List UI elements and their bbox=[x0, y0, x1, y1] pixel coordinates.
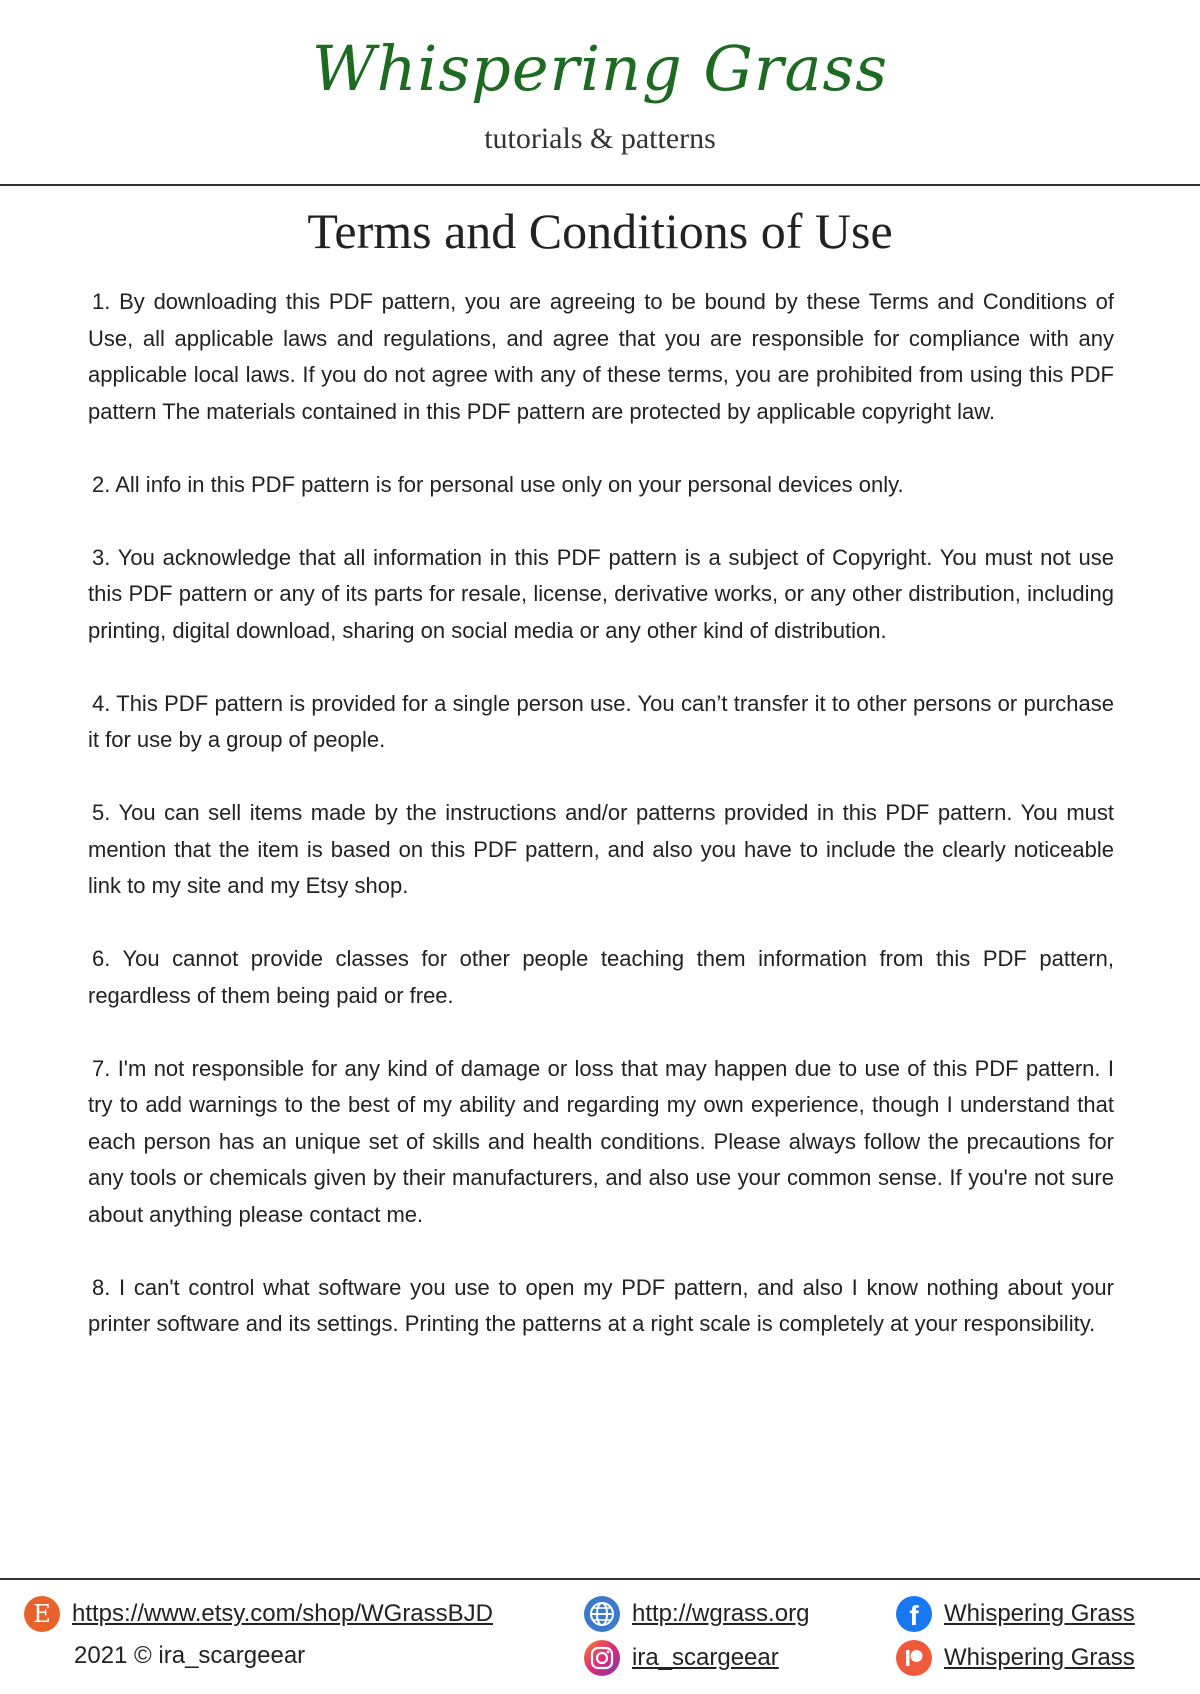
globe-icon-graphic bbox=[588, 1600, 616, 1628]
footer bbox=[0, 1580, 1200, 1694]
terms-list bbox=[88, 284, 1114, 1379]
copyright-text: 2021 © ira_scargeear bbox=[74, 1642, 306, 1669]
etsy-link[interactable]: https://www.etsy.com/shop/WGrassBJD bbox=[72, 1600, 493, 1627]
term-7: 7. I'm not responsible for any kind of damage or loss that may happen due to use of this PDF pattern. I try to add warnings to the best of my ability and regarding my own experience, though I understand that each person has an unique set of skills and health conditions. Please always follow the precautions for any tools or chemicals given by their manufacturers, and also use your common sense. If you're not sure about anything please contact me. bbox=[88, 1055, 1114, 1227]
facebook-link[interactable]: Whispering Grass bbox=[944, 1600, 1135, 1627]
patreon-icon-graphic bbox=[902, 1646, 926, 1670]
instagram-link[interactable]: ira_scargeear bbox=[632, 1644, 779, 1671]
header-divider bbox=[0, 184, 1200, 186]
facebook-link-item[interactable] bbox=[896, 1596, 1135, 1632]
page-title: Terms and Conditions of Use bbox=[307, 203, 893, 259]
etsy-icon: E bbox=[24, 1596, 60, 1632]
patreon-icon bbox=[896, 1640, 932, 1676]
globe-icon bbox=[584, 1596, 620, 1632]
term-8: 8. I can't control what software you use to open my PDF pattern, and also I know nothing about your printer software and its settings. Printing the patterns at a right scale is completely at your responsibility. bbox=[88, 1274, 1114, 1336]
term-2: 2. All info in this PDF pattern is for personal use only on your personal devices only. bbox=[92, 471, 904, 497]
instagram-link-item[interactable] bbox=[584, 1640, 779, 1676]
term-6: 6. You cannot provide classes for other people teaching them information from this PDF pattern, regardless of them being paid or free. bbox=[88, 946, 1114, 1008]
patreon-link[interactable]: Whispering Grass bbox=[944, 1644, 1135, 1671]
term-5: 5. You can sell items made by the instructions and/or patterns provided in this PDF pattern. You must mention that the item is based on this PDF pattern, and also you have to include the clearly noticeable link to my site and my Etsy shop. bbox=[88, 800, 1114, 898]
patreon-link-item[interactable] bbox=[896, 1640, 1135, 1676]
facebook-icon: f bbox=[896, 1596, 932, 1632]
term-3: 3. You acknowledge that all information in this PDF pattern is a subject of Copyright. You must not use this PDF pattern or any of its parts for resale, license, derivative works, or any other distribution, including printing, digital download, sharing on social media or any other kind of distribution. bbox=[88, 544, 1114, 643]
term-4: 4. This PDF pattern is provided for a single person use. You can’t transfer it to other persons or purchase it for use by a group of people. bbox=[88, 690, 1114, 752]
header bbox=[0, 0, 1200, 186]
site-link[interactable]: http://wgrass.org bbox=[632, 1600, 810, 1627]
instagram-icon bbox=[584, 1640, 620, 1676]
site-link-item[interactable] bbox=[584, 1596, 809, 1632]
instagram-icon-graphic bbox=[589, 1645, 615, 1671]
tagline: tutorials & patterns bbox=[484, 122, 716, 155]
etsy-link-item[interactable] bbox=[24, 1596, 493, 1632]
term-1: 1. By downloading this PDF pattern, you are agreeing to be bound by these Terms and Conditions of Use, all applicable laws and regulations, and agree that you are responsible for compliance with any applicable local laws. If you do not agree with any of these terms, you are prohibited from using this PDF pattern The materials contained in this PDF pattern are protected by applicable copyright law. bbox=[88, 289, 1114, 424]
brand-logo: Whispering Grass bbox=[311, 32, 889, 105]
copyright bbox=[74, 1642, 305, 1670]
